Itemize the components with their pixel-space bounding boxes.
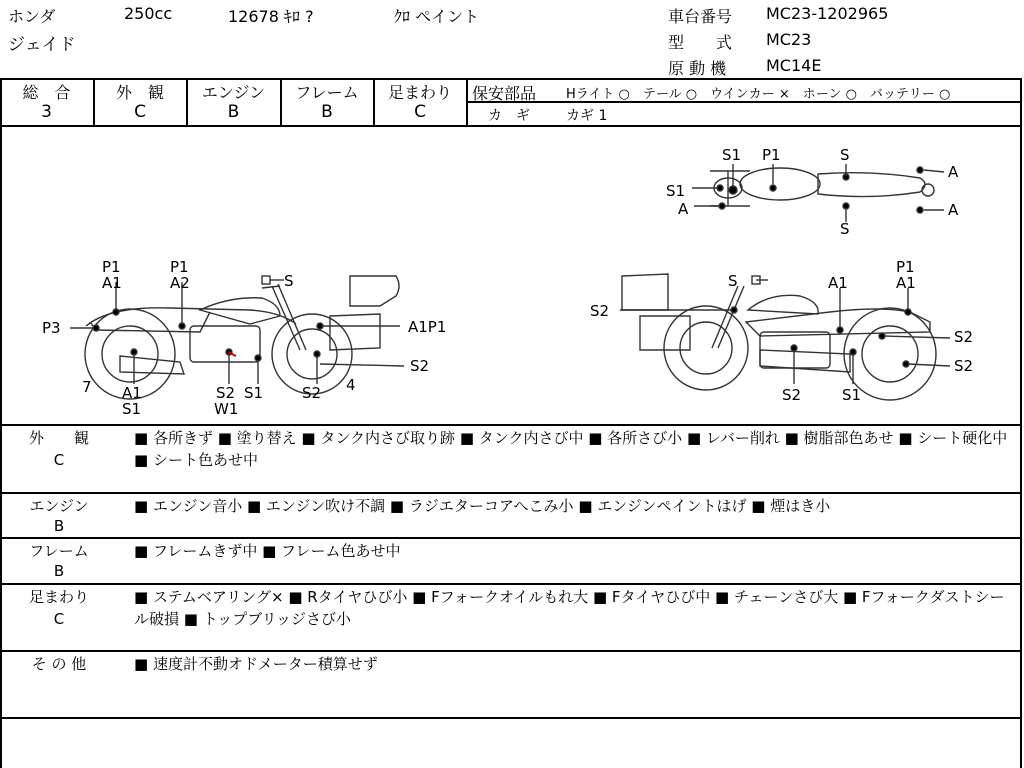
note-label: そ の 他 — [31, 655, 87, 673]
grade-suspension-label: 足まわり — [387, 83, 452, 102]
safety-items: Hライト ○ テール ○ ウインカー × ホーン ○ バッテリー ○ — [566, 87, 951, 102]
damage-label: P1 — [896, 258, 915, 276]
damage-label: A1 — [102, 274, 122, 292]
note-frame — [0, 540, 1024, 582]
damage-label: S2 — [590, 302, 610, 320]
model-name: ジェイド — [8, 35, 76, 55]
damage-label: A2 — [170, 274, 190, 292]
damage-label: A — [948, 163, 959, 181]
damage-label: S2 — [954, 357, 974, 375]
damage-label: S2 — [302, 384, 322, 402]
note-grade: C — [53, 451, 65, 469]
grade-suspension-value: C — [414, 102, 426, 122]
damage-label: A1P1 — [408, 318, 447, 336]
damage-label: S2 — [216, 384, 236, 402]
damage-label: A — [948, 201, 959, 219]
divider — [0, 537, 1022, 539]
damage-label: 7 — [82, 378, 92, 396]
divider — [0, 650, 1022, 652]
grade-frame-value: B — [321, 102, 333, 122]
damage-label: S2 — [410, 357, 430, 375]
damage-label: S1 — [244, 384, 264, 402]
note-grade: C — [53, 610, 65, 628]
damage-label: A1 — [828, 274, 848, 292]
key-label: カ ギ — [488, 108, 530, 124]
grade-total-value: 3 — [41, 102, 52, 122]
note-grade: B — [53, 562, 65, 580]
damage-label: 4 — [346, 376, 356, 394]
damage-label: S1 — [842, 386, 862, 404]
damage-label: P1 — [762, 146, 781, 164]
note-suspension — [0, 586, 1024, 650]
grade-engine-label: エンジン — [201, 83, 266, 102]
type-value: MC23 — [766, 30, 812, 49]
damage-diagram — [0, 126, 1024, 426]
damage-label: S1 — [666, 182, 686, 200]
grade-engine-value: B — [227, 102, 240, 122]
top-view-motorcycle — [692, 164, 944, 222]
engine-label: 原 動 機 — [668, 59, 727, 78]
divider — [466, 78, 468, 126]
note-text: ■ フレームきず中 ■ フレーム色あせ中 — [134, 542, 401, 560]
note-label: 足まわり — [28, 588, 89, 606]
note-text: ■ 速度計不動オドメーター積算せず — [134, 655, 378, 673]
damage-label: S1 — [122, 400, 142, 418]
note-text: ■ ステムベアリング× ■ Rタイヤひび小 ■ Fフォークオイルもれ大 ■ Fタイヤひび中 ■ チェーンさび大 ■ Fフォークダストシール破損 ■ トップブリッジさび小 — [134, 588, 1005, 628]
damage-label: P1 — [170, 258, 189, 276]
divider — [0, 583, 1022, 585]
damage-label: S2 — [954, 328, 974, 346]
safety-label: 保安部品 — [472, 84, 537, 103]
note-label: 外 観 — [28, 429, 89, 447]
divider — [0, 492, 1022, 494]
grade-exterior-value: C — [134, 102, 146, 122]
grade-exterior-label: 外 観 — [115, 83, 164, 102]
grade-frame-label: フレーム — [295, 83, 359, 102]
key-value: カギ 1 — [566, 108, 608, 124]
note-other — [0, 653, 1024, 717]
damage-label: S — [840, 146, 850, 164]
damage-label: A — [678, 200, 689, 218]
damage-label: S1 — [722, 146, 742, 164]
damage-label: S — [284, 272, 294, 290]
displacement: 250cc — [124, 4, 173, 23]
right-side-motorcycle — [620, 274, 950, 400]
damage-label: S — [840, 220, 850, 238]
note-text: ■ 各所きず ■ 塗り替え ■ タンク内さび取り跡 ■ タンク内さび中 ■ 各所さび小 ■ レバー削れ ■ 樹脂部色あせ ■ シート硬化中 ■ シート色あせ中 — [134, 429, 1008, 469]
damage-label: A1 — [122, 384, 142, 402]
engine-value: MC14E — [766, 56, 822, 75]
grade-total-label: 総 合 — [22, 83, 71, 102]
note-exterior — [0, 427, 1024, 491]
mileage: 12678 ｷﾛ ? — [228, 7, 314, 26]
note-label: エンジン — [29, 497, 89, 515]
note-text: ■ エンジン音小 ■ エンジン吹け不調 ■ ラジエターコアへこみ小 ■ エンジンペイントはげ ■ 煙はき小 — [134, 497, 831, 515]
damage-label: P3 — [42, 319, 61, 337]
damage-label: A1 — [896, 274, 916, 292]
note-engine — [0, 495, 1024, 537]
damage-label: S — [728, 272, 738, 290]
type-label: 型 式 — [668, 33, 733, 52]
note-grade: B — [53, 517, 65, 535]
damage-label: P1 — [102, 258, 121, 276]
frame-number-label: 車台番号 — [668, 7, 733, 26]
note-label: フレーム — [29, 542, 89, 560]
frame-number: MC23-1202965 — [766, 4, 889, 23]
damage-label: W1 — [214, 400, 239, 418]
maker: ホンダ — [8, 7, 56, 26]
damage-label: S2 — [782, 386, 802, 404]
body-color: ｸﾛ ペイント — [394, 7, 480, 26]
divider — [0, 717, 1022, 719]
